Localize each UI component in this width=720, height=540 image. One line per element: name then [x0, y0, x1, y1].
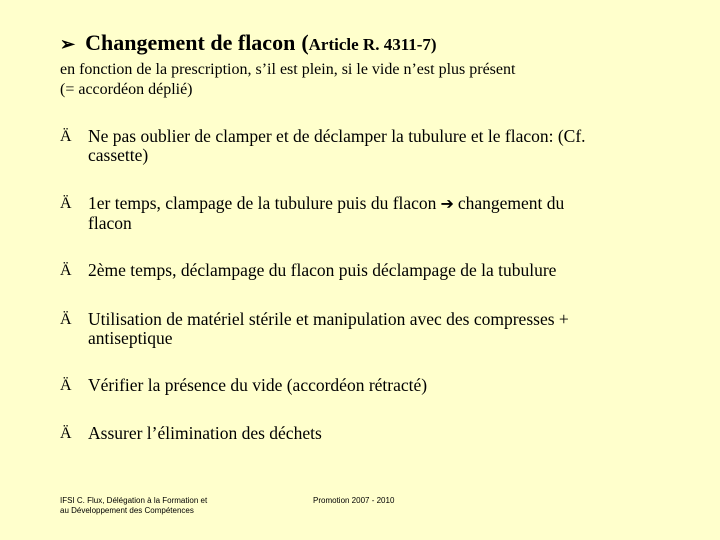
bullet-item	[60, 424, 700, 443]
bullet-line: cassette)	[88, 145, 149, 165]
bullet-text-before-arrow: 1er temps, clampage de la tubulure puis du flacon	[88, 193, 437, 213]
bullet-line: antiseptique	[88, 328, 173, 348]
bullet-item	[60, 310, 700, 348]
bullet-text	[88, 261, 700, 280]
bullet-line	[88, 194, 700, 214]
subtitle	[60, 60, 700, 100]
pointing-hand-icon: Ä	[60, 311, 72, 328]
subtitle-line-2: (= accordéon déplié)	[60, 81, 193, 98]
bullet-item	[60, 127, 700, 165]
title-main: Changement de flacon	[85, 30, 296, 55]
bullet-line: flacon	[88, 213, 132, 233]
bullet-line: Ne pas oublier de clamper et de déclamper la tubulure et le flacon: (Cf.	[88, 126, 586, 146]
pointing-hand-icon: Ä	[60, 425, 72, 442]
bullet-item	[60, 376, 700, 395]
subtitle-line-1: en fonction de la prescription, s’il est plein, si le vide n’est plus présent	[60, 61, 516, 78]
bullet-text	[88, 376, 700, 395]
title-close-paren: )	[430, 35, 437, 54]
bullet-line: Assurer l’élimination des déchets	[88, 423, 322, 443]
bullet-text	[88, 424, 700, 443]
footer-promotion: Promotion 2007 - 2010	[313, 496, 395, 505]
footer-institution	[60, 496, 207, 516]
bullet-text	[88, 310, 700, 348]
pointing-hand-icon: Ä	[60, 262, 72, 279]
right-arrow-icon: ➔	[440, 196, 454, 213]
footer-line: au Développement des Compétences	[60, 506, 194, 515]
title-reference: Article R. 4311-7	[308, 35, 431, 54]
bullet-item	[60, 261, 700, 280]
pointing-hand-icon: Ä	[60, 128, 72, 145]
title-open-paren: (	[301, 30, 309, 55]
bullet-text	[88, 194, 700, 233]
pointing-hand-icon: Ä	[60, 195, 72, 212]
bullet-text	[88, 127, 700, 165]
arrow-bullet-icon: ➢	[60, 34, 76, 54]
bullet-line: Utilisation de matériel stérile et manipulation avec des compresses +	[88, 309, 569, 329]
slide-title	[60, 30, 437, 56]
bullet-text-after-arrow: changement du	[457, 193, 565, 213]
footer-line: IFSI C. Flux, Délégation à la Formation et	[60, 496, 208, 505]
bullet-item	[60, 194, 700, 233]
bullet-line: Vérifier la présence du vide (accordéon rétracté)	[88, 375, 428, 395]
pointing-hand-icon: Ä	[60, 377, 72, 394]
bullet-line: 2ème temps, déclampage du flacon puis déclampage de la tubulure	[88, 260, 557, 280]
